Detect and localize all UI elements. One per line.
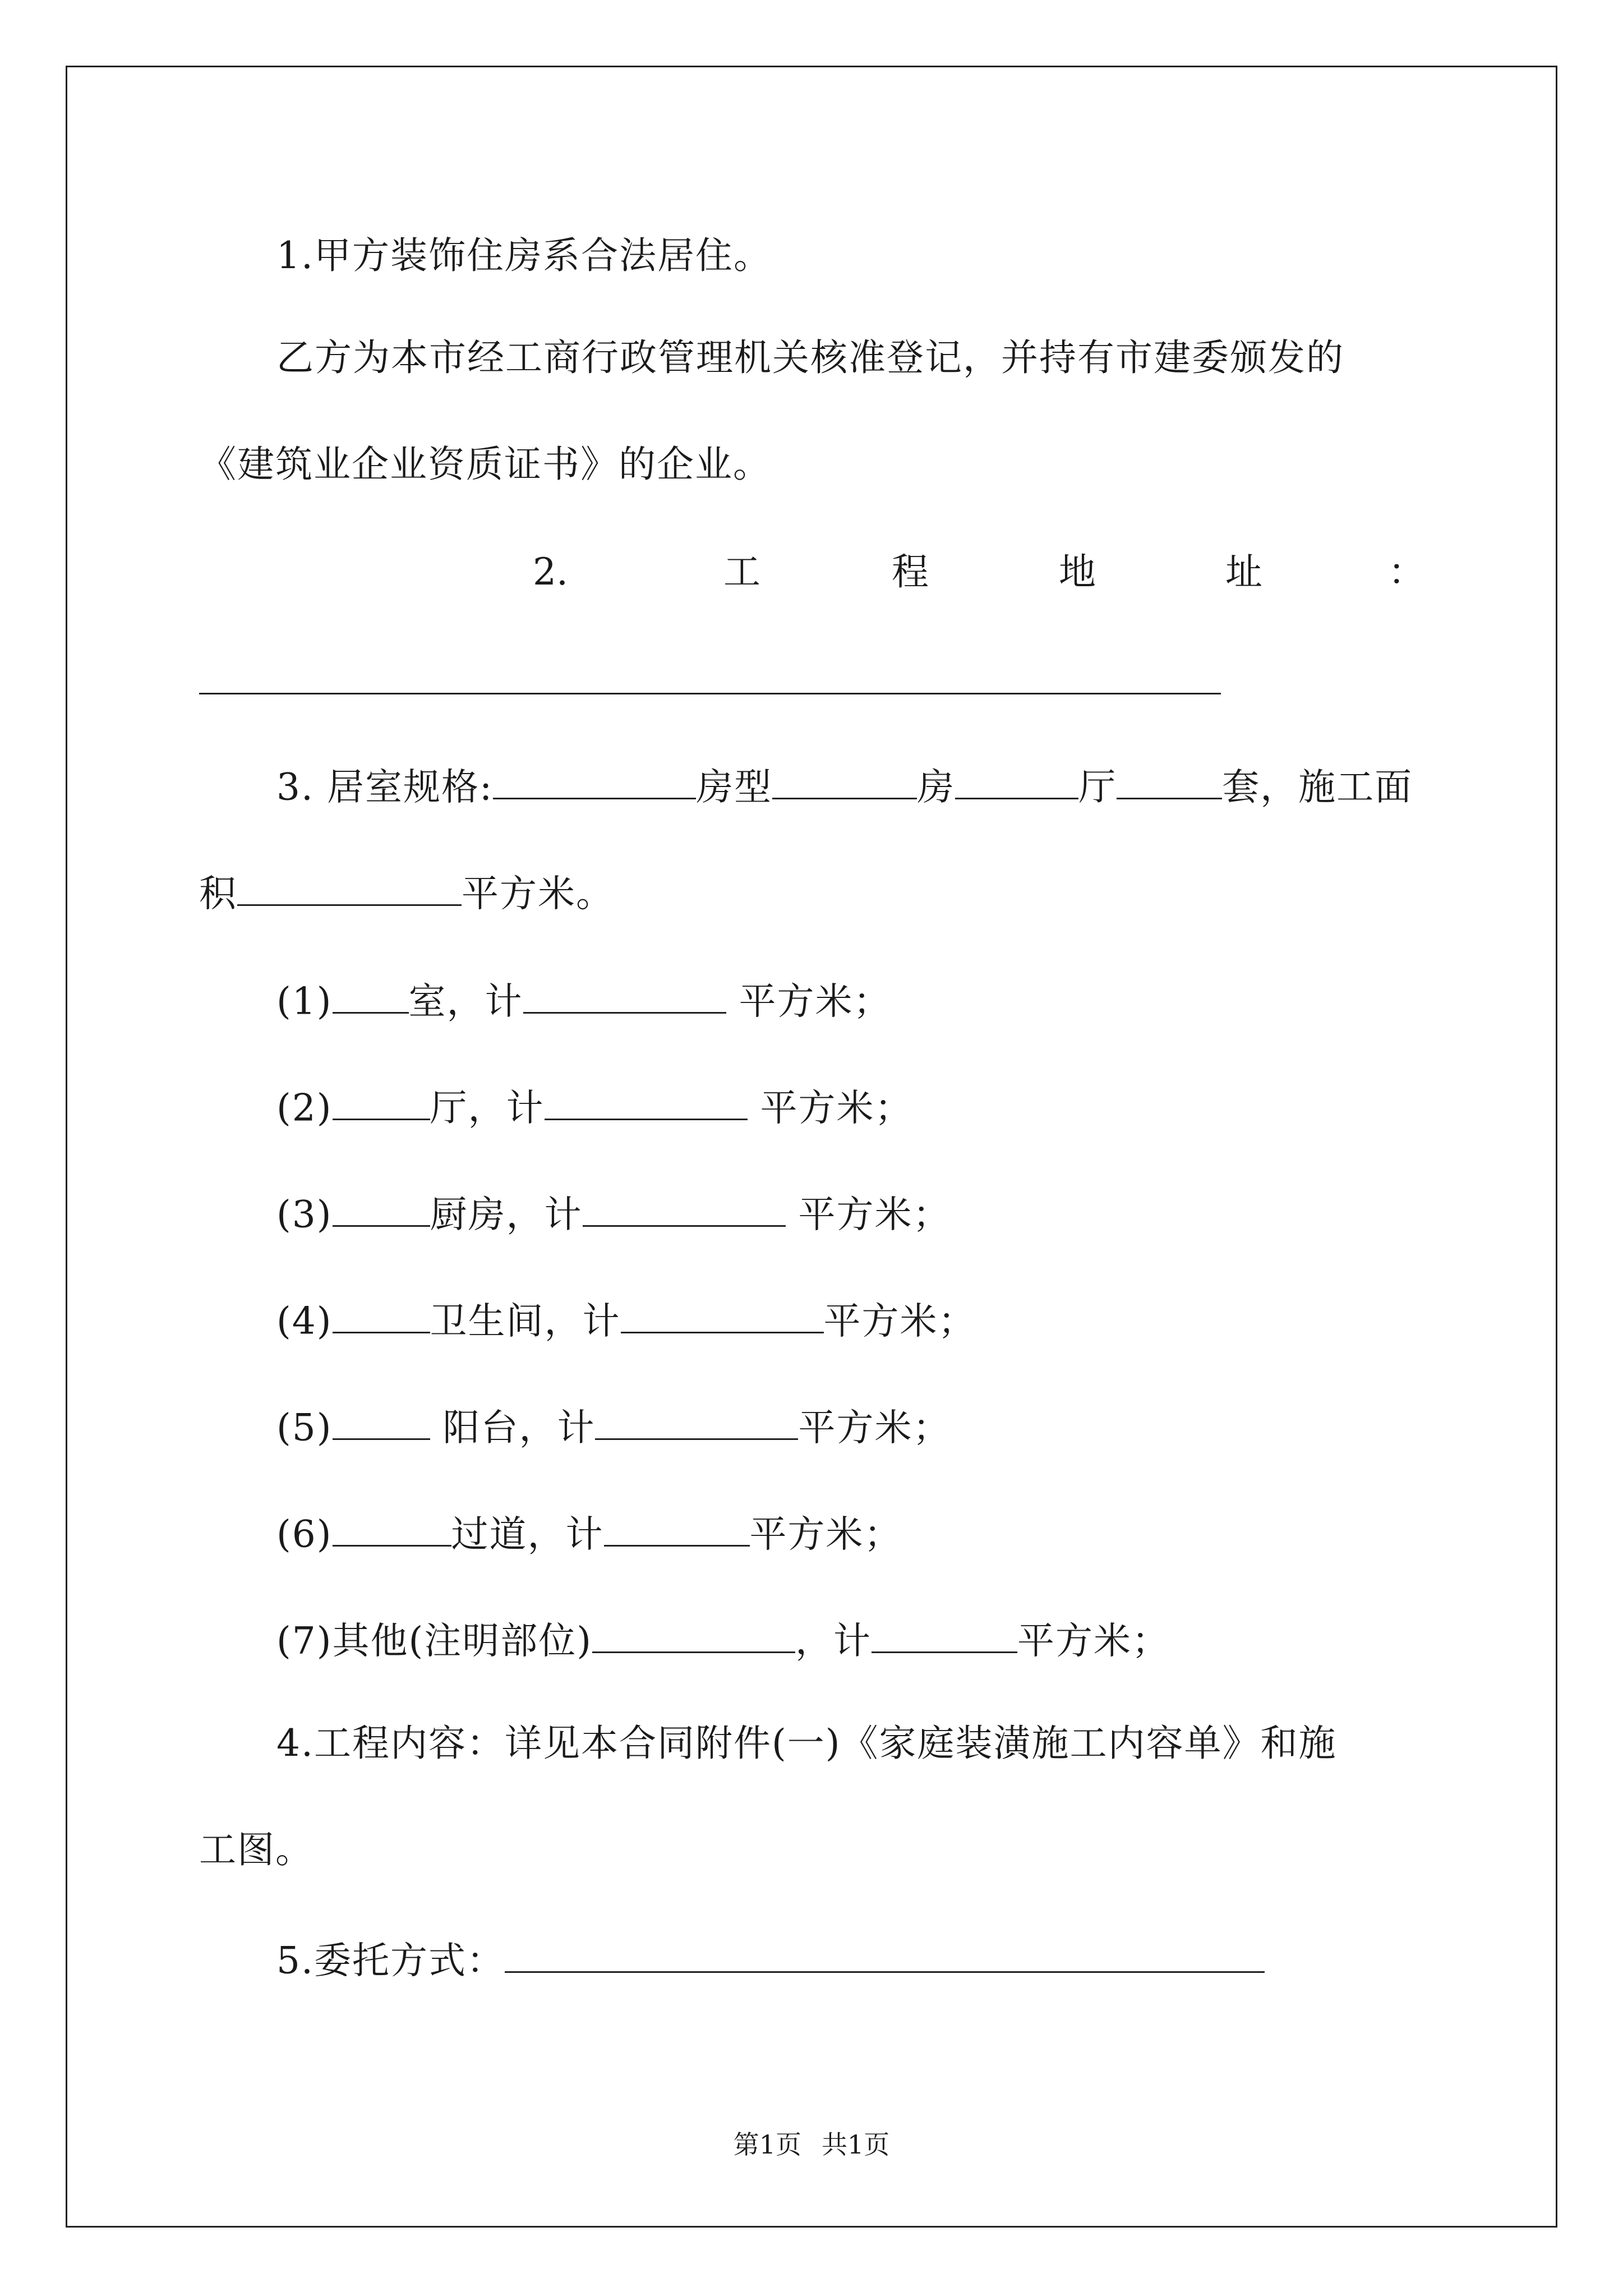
room-item-count-blank[interactable] [333, 1299, 430, 1333]
room-item-1 [276, 979, 892, 1023]
room-item-area-blank[interactable] [872, 1618, 1017, 1653]
page-border [66, 66, 1557, 2228]
room-item-count-blank[interactable] [333, 1085, 430, 1120]
room-item-label: 厨房，计 [430, 1193, 583, 1236]
room-item-3 [276, 1192, 951, 1236]
room-item-area-blank[interactable] [604, 1512, 750, 1547]
clause-2-char-3: 地 [1059, 550, 1096, 593]
room-item-label: 过道，计 [451, 1512, 604, 1556]
clause-3-prefix: 3. 居室规格: [276, 765, 494, 809]
clause-1-party-b-line1: 乙方为本市经工商行政管理机关核准登记，并持有市建委颁发的 [276, 336, 1344, 379]
room-type-blank[interactable] [493, 765, 696, 799]
room-item-count-blank[interactable] [333, 1405, 430, 1440]
room-item-number: (4) [276, 1299, 333, 1343]
hall-label: 厅 [1078, 765, 1117, 809]
room-item-unit: 平方米； [785, 1193, 951, 1236]
room-item-number: (3) [276, 1193, 333, 1236]
page-number: 第1页 [733, 2129, 801, 2160]
room-item-6 [276, 1512, 902, 1556]
room-item-5 [276, 1405, 951, 1450]
room-item-count-blank[interactable] [333, 1192, 430, 1227]
room-item-area-blank[interactable] [523, 979, 726, 1014]
clause-5 [276, 1938, 1265, 1982]
clause-4-line2: 工图。 [199, 1828, 313, 1871]
room-item-unit: 平方米； [798, 1406, 951, 1450]
room-item-label: 阳台，计 [430, 1406, 596, 1450]
room-item-7 [276, 1618, 1170, 1663]
room-item-area-blank[interactable] [583, 1192, 786, 1227]
room-item-area-blank[interactable] [621, 1299, 824, 1333]
room-label: 房 [917, 765, 956, 809]
clause-1: 1.甲方装饰住房系合法居住。 [276, 234, 772, 277]
clause-1-party-b-line2: 《建筑业企业资质证书》的企业。 [199, 443, 771, 486]
room-item-unit: 平方米； [726, 979, 892, 1023]
room-item-label: 室，计 [408, 979, 523, 1023]
clause-3-line2 [199, 871, 614, 915]
room-item-count-blank[interactable] [333, 1512, 451, 1547]
clause-4-line1: 4.工程内容：详见本合同附件(一)《家庭装潢施工内容单》和施 [276, 1722, 1337, 1765]
clause-3-line1 [276, 765, 1413, 809]
suite-count-blank[interactable] [1117, 765, 1222, 799]
clause-2-colon: ： [1388, 550, 1425, 593]
clause-2-char-1: 工 [723, 550, 760, 593]
room-item-unit: 平方米； [823, 1299, 976, 1343]
area-unit: 平方米。 [462, 872, 614, 915]
clause-5-prefix: 5.委托方式： [276, 1939, 505, 1982]
commission-method-blank[interactable] [505, 1938, 1265, 1973]
clause-2-number: 2. [533, 550, 568, 593]
room-item-unit: 平方米； [747, 1086, 913, 1130]
room-type-label: 房型 [696, 765, 773, 809]
page-total: 共1页 [822, 2129, 890, 2160]
room-item-unit: 平方米； [1017, 1619, 1170, 1663]
room-item-number: (1) [276, 979, 333, 1023]
room-item-number: (5) [276, 1406, 333, 1450]
room-item-label: ，计 [795, 1619, 872, 1663]
room-item-number: (2) [276, 1086, 333, 1130]
address-blank[interactable] [199, 693, 1221, 694]
room-item-number: (7)其他(注明部位) [276, 1619, 592, 1663]
suite-label: 套，施工面 [1222, 765, 1413, 809]
area-prefix: 积 [199, 872, 237, 915]
clause-2-char-4: 址 [1225, 550, 1262, 593]
room-item-4 [276, 1299, 976, 1343]
room-item-area-blank[interactable] [545, 1085, 748, 1120]
room-count-blank[interactable] [772, 765, 917, 799]
room-item-2 [276, 1085, 913, 1130]
room-item-label: 卫生间，计 [430, 1299, 621, 1343]
room-item-unit: 平方米； [749, 1512, 902, 1556]
room-item-count-blank[interactable] [333, 979, 409, 1014]
other-location-blank[interactable] [592, 1618, 795, 1653]
total-area-blank[interactable] [237, 871, 462, 906]
hall-count-blank[interactable] [955, 765, 1078, 799]
room-item-label: 厅，计 [430, 1086, 545, 1130]
room-item-area-blank[interactable] [595, 1405, 798, 1440]
room-item-number: (6) [276, 1512, 333, 1556]
clause-2-char-2: 程 [892, 550, 929, 593]
page-footer [0, 2129, 1623, 2160]
